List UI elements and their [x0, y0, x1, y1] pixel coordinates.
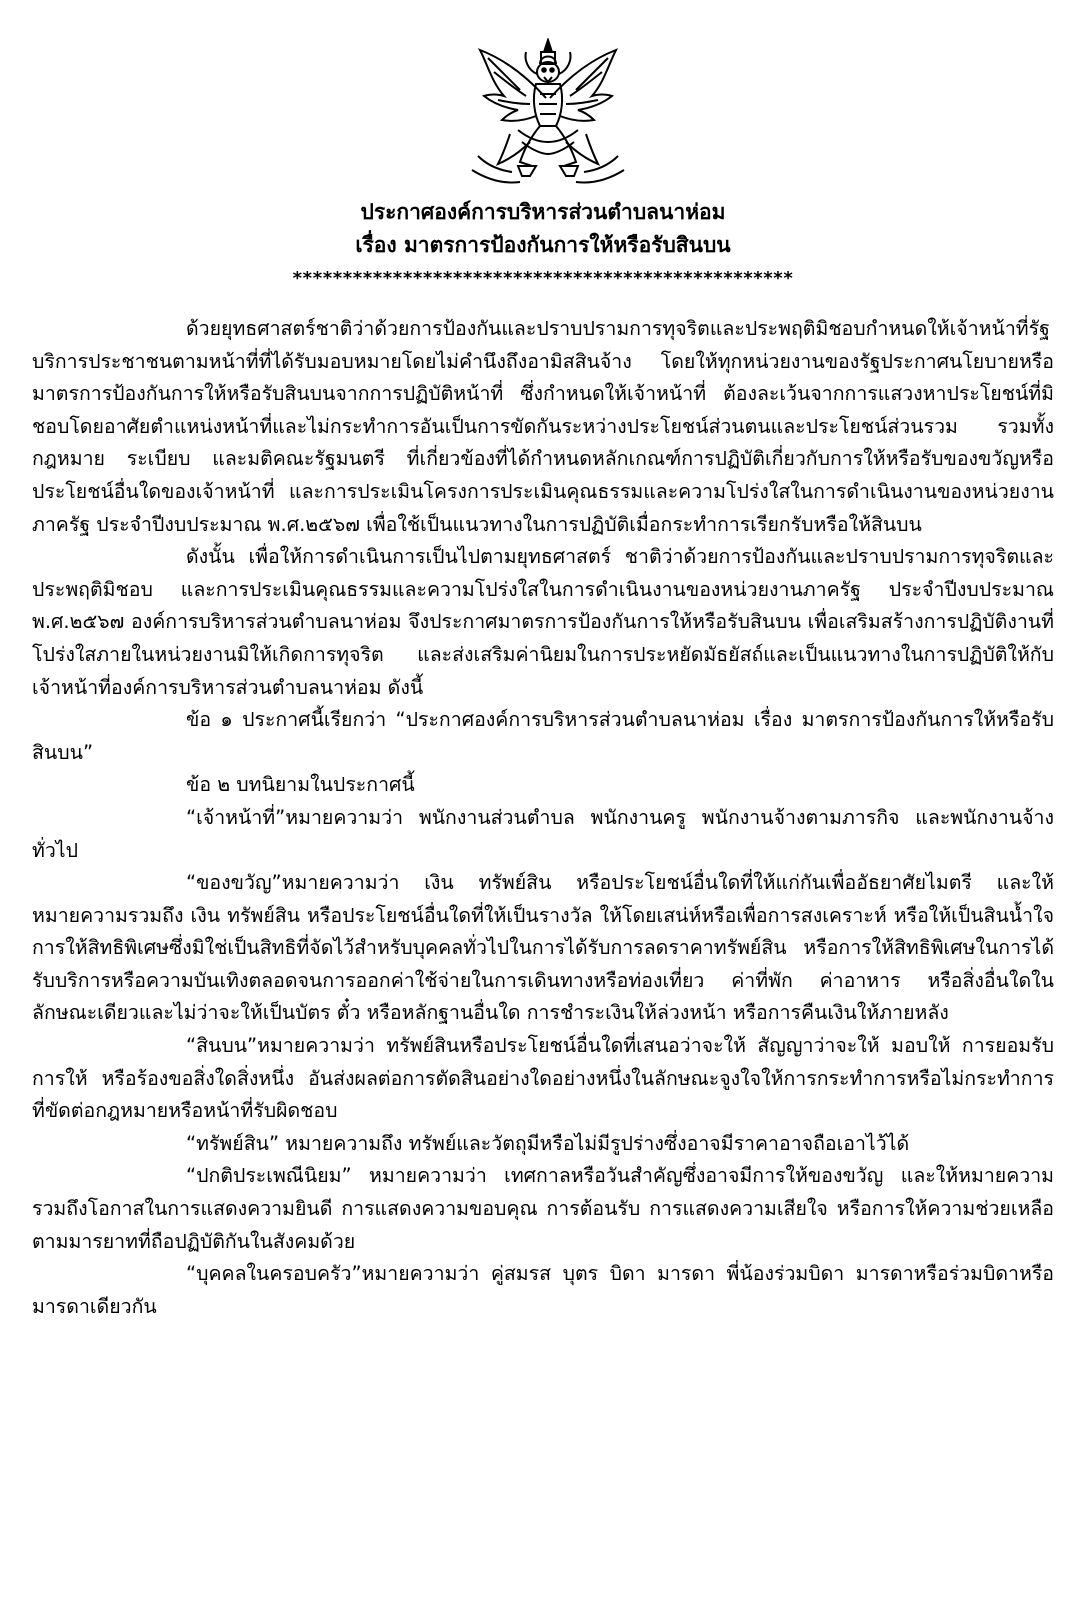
definition-officer: “เจ้าหน้าที่”หมายความว่า พนักงานส่วนตำบล พนักงานครู พนักงานจ้างตามภารกิจ และพนักงานจ้างทั่วไป [32, 805, 1054, 862]
paragraph-preamble: ด้วยยุทธศาสตร์ชาติว่าด้วยการป้องกันและปราบปรามการทุจริตและประพฤติมิชอบกำหนดให้เจ้าหน้าที่รัฐบริการประชาชนตามหน้าที่ที่ได้รับมอบหมายโดยไม่คำนึงถึงอามิสสินจ้าง โดยให้ทุกหน่วยงานของรัฐประกาศนโยบายหรือมาตรการป้องกันการให้หรือรับสินบนจากการปฏิบัติหน้าที่ ซึ่งกำหนดให้เจ้าหน้าที่ ต้องละเว้นจากการแสวงหาประโยชน์ที่มิชอบโดยอาศัยตำแหน่งหน้าที่และไม่กระทำการอันเป็นการขัดกันระหว่างประโยชน์ส่วนตนและประโยชน์ส่วนรวม รวมทั้งกฎหมาย ระเบียบ และมติคณะรัฐมนตรี ที่เกี่ยวข้องที่ได้กำหนดหลักเกณฑ์การปฏิบัติเกี่ยวกับการให้หรือรับของขวัญหรือประโยชน์อื่นใดของเจ้าหน้าที่ และการประเมินโครงการประเมินคุณธรรมและความโปร่งใสในการดำเนินงานของหน่วยงานภาครัฐ ประจำปีงบประมาณ พ.ศ.๒๕๖๗ เพื่อใช้เป็นแนวทางในการปฏิบัติเมื่อกระทำการเรียกรับหรือให้สินบน [32, 317, 1054, 536]
definition-custom: “ปกติประเพณีนิยม” หมายความว่า เทศกาลหรือวันสำคัญซึ่งอาจมีการให้ของขวัญ และให้หมายความรวมถึงโอกาสในการแสดงความยินดี การแสดงความขอบคุณ การต้อนรับ การแสดงความเสียใจ หรือการให้ความช่วยเหลือตามมารยาทที่ถือปฏิบัติกันในสังคมด้วย [32, 1164, 1054, 1253]
definition-property: “ทรัพย์สิน” หมายความถึง ทรัพย์และวัตถุมีหรือไม่มีรูปร่างซึ่งอาจมีราคาอาจถือเอาไว้ได้ [186, 1131, 910, 1155]
definition-family-member: “บุคคลในครอบครัว”หมายความว่า คู่สมรส บุตร บิดา มารดา พี่น้องร่วมบิดา มารดาหรือร่วมบิดาหรือมารดาเดียวกัน [32, 1262, 1054, 1318]
definition-gift: “ของขวัญ”หมายความว่า เงิน ทรัพย์สิน หรือประโยชน์อื่นใดที่ให้แก่กันเพื่ออัธยาศัยไมตรี และให้หมายความรวมถึง เงิน ทรัพย์สิน หรือประโยชน์อื่นใดที่ให้เป็นรางวัล ให้โดยเสน่ห์หรือเพื่อการสงเคราะห์ หรือให้เป็นสินน้ำใจ การให้สิทธิพิเศษซึ่งมิใช่เป็นสิทธิที่จัดไว้สำหรับบุคคลทั่วไปในการได้รับการลดราคาทรัพย์สิน หรือการให้สิทธิพิเศษในการได้รับบริการหรือความบันเทิงตลอดจนการออกค่าใช้จ่ายในการเดินทางหรือท่องเที่ยว ค่าที่พัก ค่าอาหาร หรือสิ่งอื่นใดในลักษณะเดียวและไม่ว่าจะให้เป็นบัตร ตั๋ว หรือหลักฐานอื่นใด การชำระเงินให้ล่วงหน้า หรือการคืนเงินให้ภายหลัง [32, 871, 1054, 1025]
definition-bribe: “สินบน”หมายความว่า ทรัพย์สินหรือประโยชน์อื่นใดที่เสนอว่าจะให้ สัญญาว่าจะให้ มอบให้ การยอมรับ การให้ หรือร้องขอสิ่งใดสิ่งหนึ่ง อันส่งผลต่อการตัดสินอย่างใดอย่างหนึ่งในลักษณะจูงใจให้การกระทำการหรือไม่กระทำการ ที่ขัดต่อกฎหมายหรือหน้าที่รับผิดชอบ [32, 1034, 1054, 1123]
paragraph-clause-2: ข้อ ๒ บทนิยามในประกาศนี้ [186, 773, 415, 797]
paragraph-clause-1: ข้อ ๑ ประกาศนี้เรียกว่า “ประกาศองค์การบริหารส่วนตำบลนาห่อม เรื่อง มาตรการป้องกันการให้หรือรับสินบน” [32, 708, 1054, 764]
paragraph-therefore: ดังนั้น เพื่อให้การดำเนินการเป็นไปตามยุทธศาสตร์ ชาติว่าด้วยการป้องกันและปราบปรามการทุจริตและประพฤติมิชอบ และการประเมินคุณธรรมและความโปร่งใสในการดำเนินงานของหน่วยงานภาครัฐ ประจำปีงบประมาณ พ.ศ.๒๕๖๗ องค์การบริหารส่วนตำบลนาห่อม จึงประกาศมาตรการป้องกันการให้หรือรับสินบน เพื่อเสริมสร้างการปฏิบัติงานที่โปร่งใสภายในหน่วยงานมิให้เกิดการทุจริต และส่งเสริมค่านิยมในการประหยัดมัธยัสถ์และเป็นแนวทางในการปฏิบัติให้กับเจ้าหน้าที่องค์การบริหารส่วนตำบลนาห่อม ดังนี้ [32, 545, 1054, 699]
title-separator: ************************************************** [292, 268, 794, 289]
document-title: ประกาศองค์การบริหารส่วนตำบลนาห่อม [360, 200, 726, 224]
document-body [32, 313, 1054, 1323]
garuda-emblem-icon [458, 38, 638, 188]
document-subject: เรื่อง มาตรการป้องกันการให้หรือรับสินบน [355, 233, 731, 257]
